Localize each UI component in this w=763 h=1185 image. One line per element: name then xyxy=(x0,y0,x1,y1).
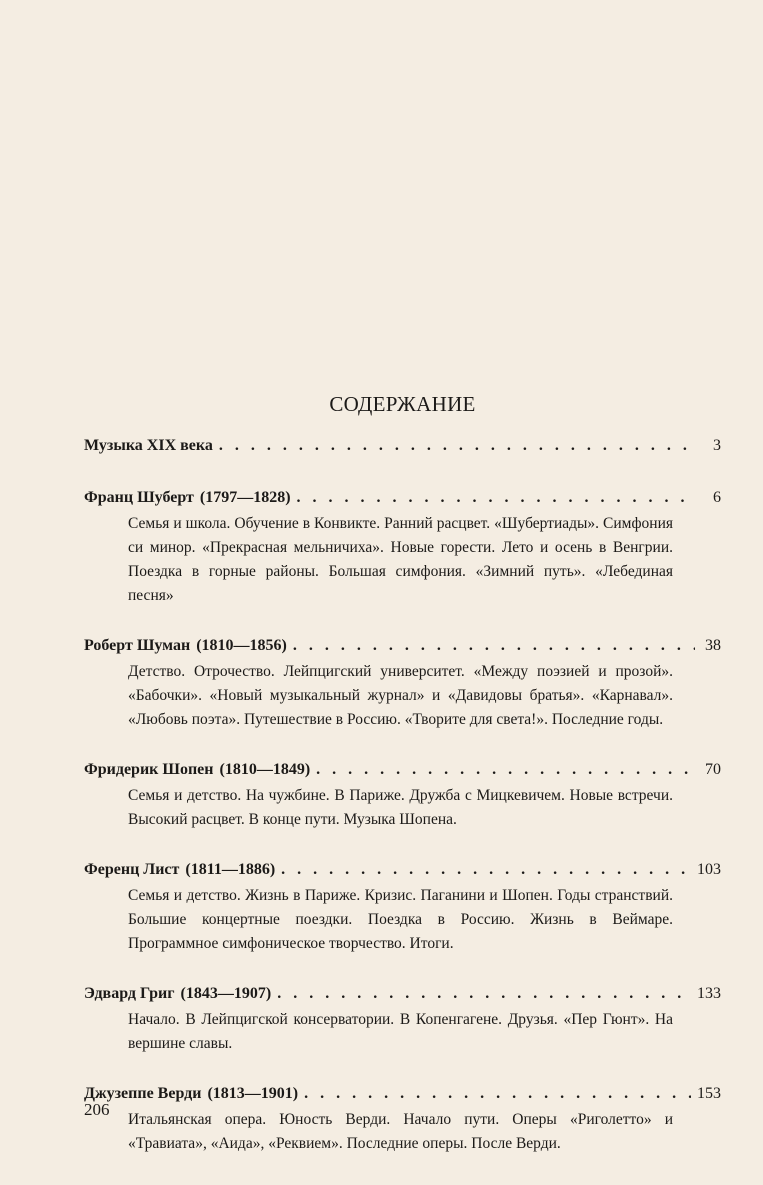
entry-dates: (1797—1828) xyxy=(199,489,291,506)
toc-page xyxy=(84,0,721,1185)
dot-leader xyxy=(304,1080,691,1108)
toc-entry xyxy=(84,432,721,460)
entry-description: Начало. В Лейпцигской консерватории. В Копенгагене. Друзья. «Пер Гюнт». На вершине славы. xyxy=(128,1011,673,1052)
toc-entry-heading xyxy=(84,632,721,660)
toc-entry-heading xyxy=(84,432,721,460)
entry-description: Семья и детство. Жизнь в Париже. Кризис. Паганини и Шопен. Годы странствий. Большие концертные поездки. Поездка в Россию. Жизнь в Веймаре. Программное симфоническое творчество. Итоги. xyxy=(128,887,673,952)
dot-leader xyxy=(316,756,695,784)
dot-leader xyxy=(277,980,691,1008)
toc-entry-heading xyxy=(84,1080,721,1108)
entry-dates: (1810—1849) xyxy=(219,761,311,778)
page-number: 206 xyxy=(84,1100,110,1119)
entry-page-number: 3 xyxy=(713,437,721,454)
toc-entry-heading xyxy=(84,484,721,512)
entry-dates: (1811—1886) xyxy=(185,861,276,878)
toc-entry xyxy=(84,856,721,956)
toc-entry-heading xyxy=(84,856,721,884)
entry-title: Эдвард Григ xyxy=(84,985,175,1002)
entry-dates: (1813—1901) xyxy=(207,1085,299,1102)
page-title: СОДЕРЖАНИЕ xyxy=(329,392,476,416)
toc-entries xyxy=(84,432,721,1180)
toc-entry xyxy=(84,756,721,832)
entry-page-number: 103 xyxy=(697,861,721,878)
entry-description: Детство. Отрочество. Лейпцигский университет. «Между поэзией и прозой». «Бабочки». «Новый музыкальный журнал» и «Давидовы братья». «Карнавал». «Любовь поэта». Путешествие в Россию. «Творите для света!». Последние годы. xyxy=(128,663,673,728)
toc-entry xyxy=(84,980,721,1056)
entry-page-number: 6 xyxy=(713,489,721,506)
toc-entry xyxy=(84,484,721,608)
toc-entry xyxy=(84,1080,721,1156)
entry-title: Фридерик Шопен xyxy=(84,761,214,778)
toc-entry-heading xyxy=(84,980,721,1008)
entry-description: Семья и школа. Обучение в Конвикте. Ранний расцвет. «Шубертиады». Симфония си минор. «Прекрасная мельничиха». Новые горести. Лето и осень в Венгрии. Поездка в горные районы. Большая симфония. «Зимний путь». «Лебединая песня» xyxy=(128,515,673,604)
entry-dates: (1810—1856) xyxy=(196,637,287,654)
entry-description: Семья и детство. На чужбине. В Париже. Дружба с Мицкевичем. Новые встречи. Высокий расцвет. В конце пути. Музыка Шопена. xyxy=(128,787,673,828)
entry-description: Итальянская опера. Юность Верди. Начало пути. Оперы «Риголетто» и «Травиата», «Аида», «Реквием». Последние оперы. После Верди. xyxy=(128,1111,673,1152)
dot-leader xyxy=(293,632,695,660)
toc-entry xyxy=(84,632,721,732)
dot-leader xyxy=(281,856,691,884)
entry-page-number: 38 xyxy=(705,637,721,654)
dot-leader xyxy=(219,432,695,460)
entry-page-number: 133 xyxy=(697,985,721,1002)
entry-title: Музыка XIX века xyxy=(84,437,213,454)
entry-title: Ференц Лист xyxy=(84,861,180,878)
dot-leader xyxy=(297,484,695,512)
entry-title: Джузеппе Верди xyxy=(84,1085,202,1102)
entry-page-number: 70 xyxy=(705,761,721,778)
entry-title: Роберт Шуман xyxy=(84,637,191,654)
toc-entry-heading xyxy=(84,756,721,784)
entry-page-number: 153 xyxy=(697,1085,721,1102)
entry-dates: (1843—1907) xyxy=(180,985,272,1002)
entry-title: Франц Шуберт xyxy=(84,489,194,506)
